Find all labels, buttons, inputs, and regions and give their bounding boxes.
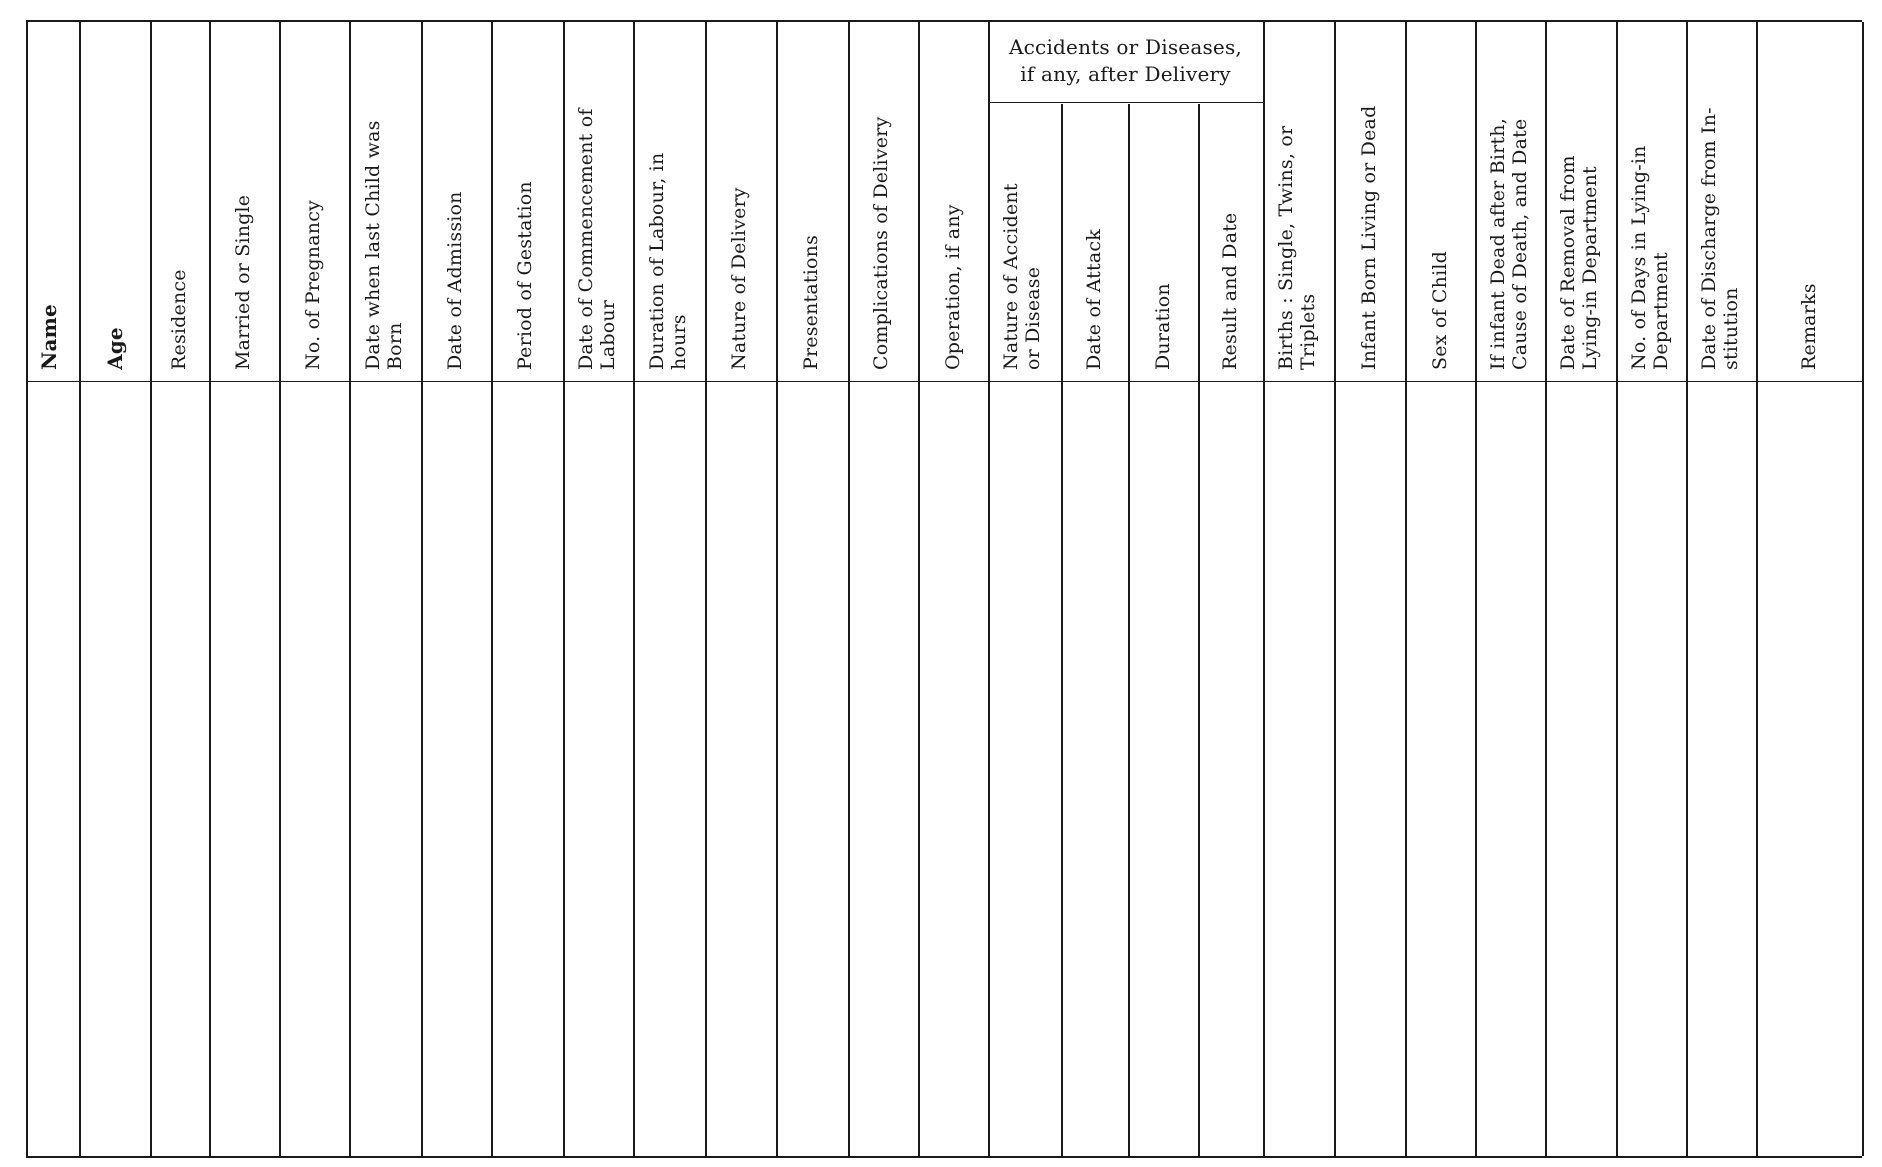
column-divider — [918, 22, 920, 1156]
column-divider — [1756, 22, 1758, 1156]
column-divider — [1545, 22, 1547, 1156]
column-divider — [848, 22, 850, 1156]
column-divider — [1686, 22, 1688, 1156]
column-divider — [776, 22, 778, 1156]
header-age: Age — [103, 327, 127, 370]
header-nature-of-delivery: Nature of Delivery — [728, 187, 750, 370]
header-date-commencement-labour: Date of Commencement of Labour — [575, 108, 619, 370]
column-divider — [1334, 22, 1336, 1156]
column-divider — [209, 22, 211, 1156]
group-header-accidents-diseases: Accidents or Diseases, if any, after Delivery — [1009, 35, 1242, 86]
column-divider — [1475, 22, 1477, 1156]
header-residence: Residence — [168, 269, 190, 370]
column-divider — [1862, 22, 1864, 1156]
column-divider — [279, 22, 281, 1156]
header-infant-dead: If infant Dead after Birth, Cause of Death, and Date — [1487, 118, 1531, 370]
header-bottom-rule — [26, 381, 1862, 382]
header-date-of-removal: Date of Removal from Lying-in Department — [1557, 155, 1601, 370]
header-infant-born-living-or-dead: Infant Born Living or Dead — [1358, 105, 1380, 370]
header-duration: Duration — [1152, 283, 1174, 370]
column-divider — [1616, 22, 1618, 1156]
header-remarks: Remarks — [1798, 283, 1820, 370]
column-divider — [1405, 22, 1407, 1156]
column-divider — [79, 22, 81, 1156]
header-duration-of-labour: Duration of Labour, in hours — [646, 152, 690, 370]
header-complications-of-delivery: Complications of Delivery — [870, 116, 892, 370]
header-name: Name — [37, 304, 61, 370]
column-divider — [1263, 22, 1265, 1156]
header-presentations: Presentations — [800, 234, 822, 370]
header-operation-if-any: Operation, if any — [942, 204, 964, 370]
column-divider — [150, 22, 152, 1156]
header-no-of-pregnancy: No. of Pregnancy — [302, 200, 324, 370]
column-divider — [349, 22, 351, 1156]
header-result-and-date: Result and Date — [1219, 212, 1241, 370]
header-births: Births : Single, Twins, or Triplets — [1275, 125, 1319, 370]
column-divider — [1128, 104, 1130, 1156]
header-married-or-single: Married or Single — [232, 194, 254, 370]
header-date-last-child: Date when last Child was Born — [362, 120, 406, 370]
header-date-of-attack: Date of Attack — [1083, 229, 1105, 370]
header-period-of-gestation: Period of Gestation — [514, 181, 536, 370]
column-divider — [705, 22, 707, 1156]
header-no-of-days: No. of Days in Lying-in Department — [1628, 145, 1672, 370]
header-date-of-discharge: Date of Discharge from In- stitution — [1698, 107, 1742, 370]
column-divider — [1061, 104, 1063, 1156]
column-divider — [633, 22, 635, 1156]
header-sex-of-child: Sex of Child — [1429, 250, 1451, 370]
column-divider — [563, 22, 565, 1156]
column-divider — [26, 22, 28, 1156]
group-header-rule — [988, 102, 1263, 103]
header-nature-of-accident: Nature of Accident or Disease — [1000, 183, 1044, 370]
column-divider — [988, 22, 990, 1156]
column-divider — [421, 22, 423, 1156]
column-divider — [491, 22, 493, 1156]
column-divider — [1198, 104, 1200, 1156]
header-date-of-admission: Date of Admission — [444, 191, 466, 370]
